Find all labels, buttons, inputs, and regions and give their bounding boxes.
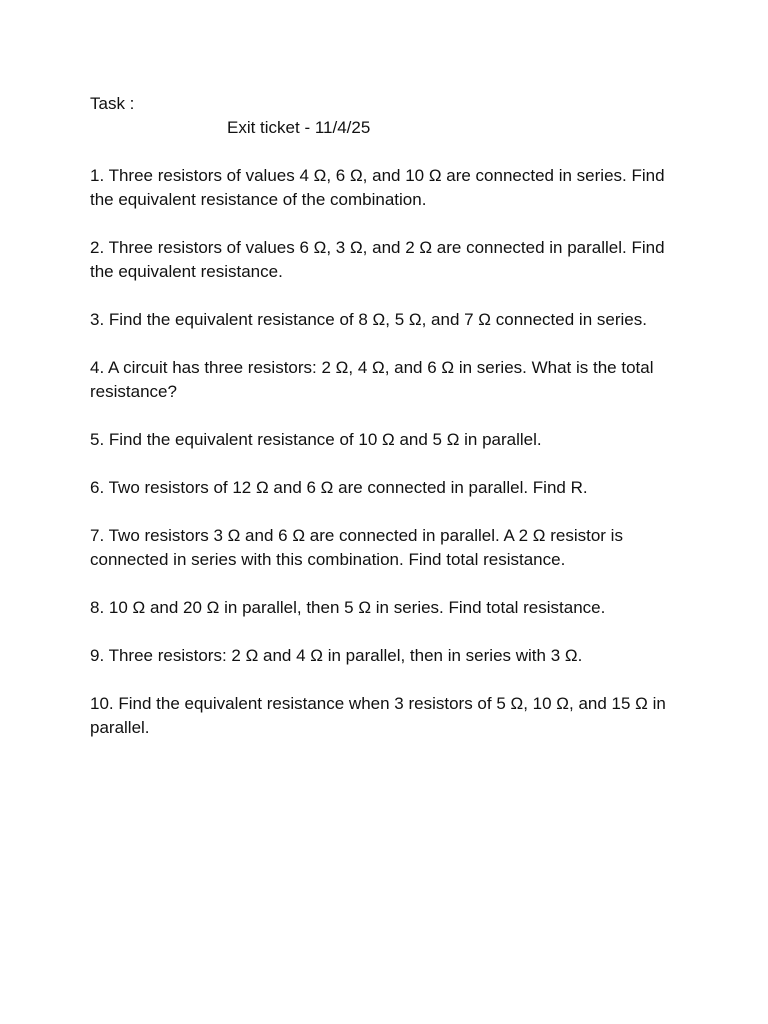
task-label: Task : [90,94,135,113]
question-9: 9. Three resistors: 2 Ω and 4 Ω in parallel, then in series with 3 Ω. [90,646,583,665]
question-6: 6. Two resistors of 12 Ω and 6 Ω are connected in parallel. Find R. [90,478,588,497]
question-7: 7. Two resistors 3 Ω and 6 Ω are connected in parallel. A 2 Ω resistor is connected in series with this combination. Find total resistance. [90,526,623,569]
question-10: 10. Find the equivalent resistance when 3 resistors of 5 Ω, 10 Ω, and 15 Ω in parallel. [90,694,666,737]
question-5: 5. Find the equivalent resistance of 10 Ω and 5 Ω in parallel. [90,430,542,449]
question-3: 3. Find the equivalent resistance of 8 Ω, 5 Ω, and 7 Ω connected in series. [90,310,647,329]
document-body [90,92,690,764]
question-2: 2. Three resistors of values 6 Ω, 3 Ω, and 2 Ω are connected in parallel. Find the equivalent resistance. [90,238,665,281]
question-8: 8. 10 Ω and 20 Ω in parallel, then 5 Ω in series. Find total resistance. [90,598,606,617]
question-1: 1. Three resistors of values 4 Ω, 6 Ω, and 10 Ω are connected in series. Find the equivalent resistance of the combination. [90,166,665,209]
question-4: 4. A circuit has three resistors: 2 Ω, 4 Ω, and 6 Ω in series. What is the total resistance? [90,358,654,401]
document-title: Exit ticket - 11/4/25 [227,118,371,137]
